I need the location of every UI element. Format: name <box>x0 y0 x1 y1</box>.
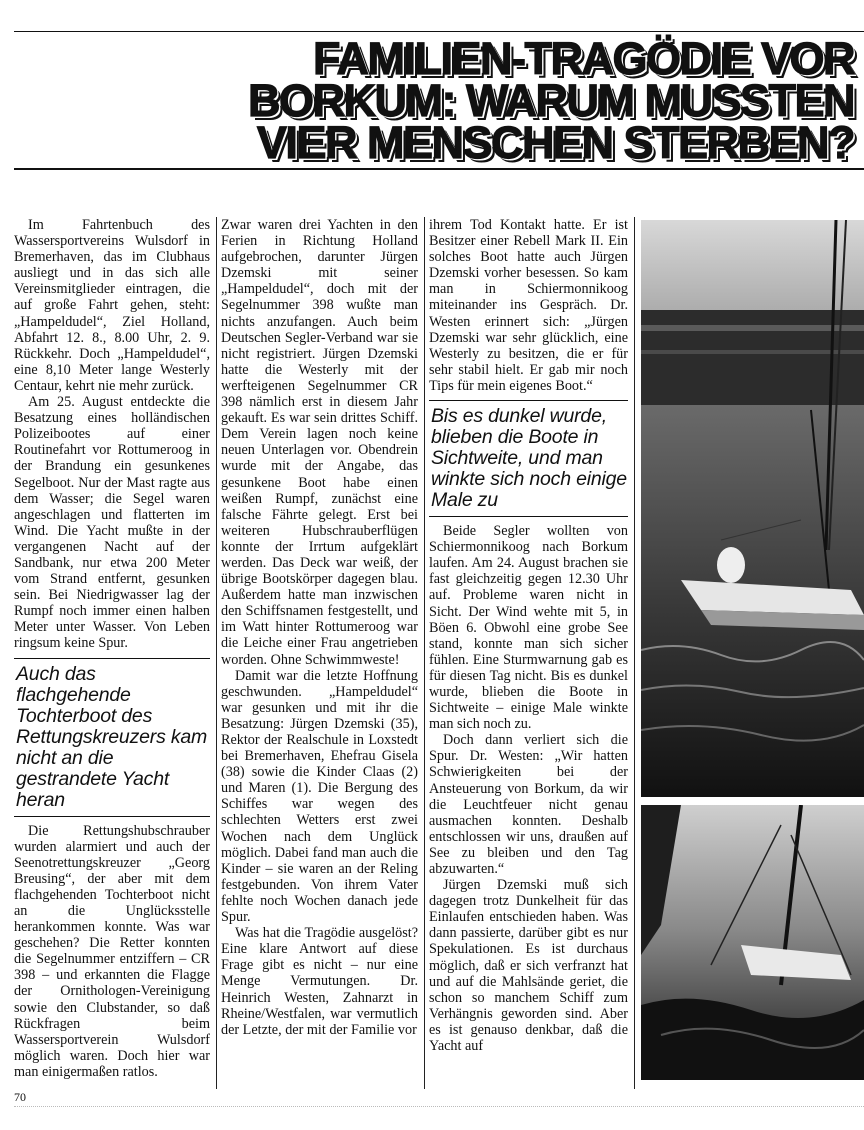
page-number: 70 <box>14 1090 26 1104</box>
paragraph: Beide Segler wollten von Schiermonnikoog nach Borkum laufen. Am 24. August brachen sie fast gleichzeitig gegen 12.30 Uhr auf. Probleme waren nicht in Sicht. Der Wind wehte mit 5, in Böen 6. Obwohl eine grobe See stand, konnte man sich sicher fühlen. Eine Sturmwarnung gab es für diesen Tag nicht. Bis es dunkel wurde, blieben die Boote in Sichtweite – einige Male winkte man sich noch zu. <box>429 523 628 733</box>
article-column-3 <box>429 217 628 1054</box>
paragraph: Was hat die Tragödie ausgelöst? Eine klare Antwort auf diese Frage gibt es nicht – nur eine Menge Vermutungen. Dr. Heinrich Westen, Zahnarzt in Rheine/Westfalen, war vermutlich der Letzte, der mit der Familie vor <box>221 925 418 1038</box>
paragraph: ihrem Tod Kontakt hatte. Er ist Besitzer einer Rebell Mark II. Ein solches Boot hatte auch Jürgen Dzemski vorher besessen. So kam man in Schiermonnikoog miteinander ins Gespräch. Dr. Westen erinnert sich: „Jürgen Dzemski war sehr glücklich, eine Westerly zu besitzen, die er für sehr stabil hielt. Er gab mir noch Tips für mein eigenes Boot.“ <box>429 217 628 394</box>
headline-line-3: VIER MENSCHEN STERBEN? <box>256 117 854 168</box>
paragraph: Im Fahrtenbuch des Wassersportvereins Wulsdorf in Bremerhaven, das im Clubhaus ausliegt und in das sich alle Vereinsmitglieder eintragen, die auf große Fahrt gehen, steht: „Hampeldudel“, Ziel Holland, Abfahrt 12. 8., 8.00 Uhr, 2. 9. Rückkehr. Doch „Hampeldudel“, eine 8,10 Meter lange Westerly Centaur, kehrt nie mehr zurück. <box>14 217 210 394</box>
paragraph: Am 25. August entdeckte die Besatzung eines holländischen Polizeibootes auf einer Routinefahrt vor Rottumeroog in der Brandung ein gesunkenes Segelboot. Nur der Mast ragte aus dem Wasser; die Segel waren angeschlagen und flatterten im Wind. Die Yacht mußte in der vergangenen Nacht auf der Sandbank, nur etwa 200 Meter vom Strand entfernt, gesunken sein. Bei Niedrigwasser lag der Rumpf noch immer einen halben Meter unter Wasser. Von Leben ringsum keine Spur. <box>14 394 210 652</box>
paragraph: Zwar waren drei Yachten in den Ferien in Richtung Holland aufgebrochen, darunter Jürgen Dzemski mit seiner „Hampeldudel“, doch mit der Segelnummer 398 wußte man nichts anzufangen. Auch beim Deutschen Segler-Verband war sie nicht registriert. Jürgen Dzemski hatte die Westerly mit der werfteigenen Segelnummer CR 398 nämlich erst in diesem Jahr gekauft. Es war sein drittes Schiff. Dem Verein lagen noch keine neuen Unterlagen vor. Obendrein wurde mit der Angabe, das gesunkene Boot habe einen weißen Rumpf, zunächst eine falsche Fährte gelegt. Erst bei weiteren Hubschrauberflügen konnte der Irrtum aufgeklärt werden. Das Deck war weiß, der übrige Bootskörper dagegen blau. Außerdem hatte man inzwischen den Schiffsnamen festgestellt, und im Watt hinter Rottumeroog war die Leiche einer Frau angetrieben worden. Ohne Schwimmweste! <box>221 217 418 668</box>
pull-quote: Auch das flachgehende Tochterboot des Rettungskreuzers kam nicht an die gestrandete Yacht heran <box>14 658 210 817</box>
photo-mast-in-surf <box>641 805 864 1080</box>
column-divider <box>634 217 635 1089</box>
article-column-1 <box>14 217 210 1080</box>
headline-line-1: FAMILIEN-TRAGÖDIE VOR <box>313 33 854 84</box>
article-column-2 <box>221 217 418 1038</box>
photo-sunken-yacht-harbor <box>641 220 864 797</box>
paragraph: Damit war die letzte Hoffnung geschwunden. „Hampeldudel“ war gesunken und mit ihr die Besatzung: Jürgen Dzemski (35), Rektor der Realschule in Loxstedt bei Bremerhaven, Ehefrau Gisela (38) sowie die Kinder Claas (2) und Maren (1). Die Bergung des Schiffes war wegen des schlechten Wetters erst zwei Wochen nach dem Unglück möglich. Dabei fand man auch die Kinder – sie waren an der Reling festgebunden. Von ihrem Vater fehlte noch Wochen danach jede Spur. <box>221 667 418 926</box>
column-divider <box>216 217 217 1089</box>
bottom-rule <box>14 1106 864 1107</box>
paragraph: Jürgen Dzemski muß sich dagegen trotz Dunkelheit für das Einlaufen entschieden haben. Was dann passierte, darüber gibt es nur Spekulationen. Es ist durchaus möglich, daß er sich verfranzt hat und auf die Mahlsände geriet, die schon so manchem Schiff zum Verhängnis geworden sind. Aber es ist genauso denkbar, daß die Yacht auf <box>429 877 628 1055</box>
pull-quote: Bis es dunkel wurde, blieben die Boote in Sichtweite, und man winkte sich noch einige Male zu <box>429 400 628 517</box>
headline-rule <box>14 168 864 170</box>
column-divider <box>424 217 425 1089</box>
headline <box>154 33 854 168</box>
paragraph: Die Rettungshubschrauber wurden alarmiert und auch der Seenotrettungskreuzer „Georg Breusing“, der aber mit dem flachgehenden Tochterboot nicht an die Unglücksstelle herankommen konnte. Was war geschehen? Die Retter konnten die Segelnummer entziffern – CR 398 – und erkannten die Flagge der Ornithologen-Vereinigung sowie den Clubstander, so daß Rückfragen beim Wassersportverein Wulsdorf möglich waren. Doch hier war man einigermaßen ratlos. <box>14 822 210 1080</box>
paragraph: Doch dann verliert sich die Spur. Dr. Westen: „Wir hatten Schwierigkeiten bei der Ansteuerung von Borkum, da wir die Leuchtfeuer nicht genau ausmachen konnten. Deshalb entschlossen wir uns, draußen auf See zu bleiben und den Tag abzuwarten.“ <box>429 732 628 877</box>
headline-line-2: BORKUM: WARUM MUSSTEN <box>248 75 854 126</box>
top-rule <box>14 31 864 32</box>
